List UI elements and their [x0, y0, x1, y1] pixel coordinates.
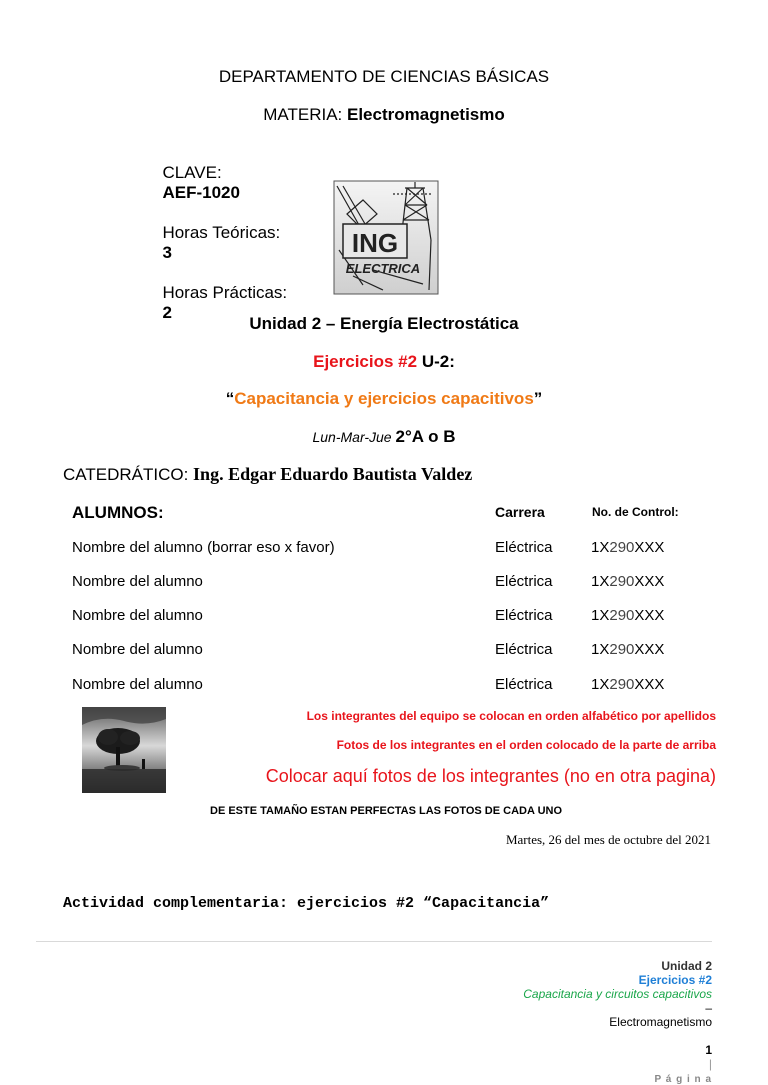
ing-electrica-logo — [333, 180, 439, 295]
student-control: 1X290XXX — [591, 573, 665, 590]
student-row — [72, 641, 712, 663]
materia-value: Electromagnetismo — [347, 105, 505, 124]
student-control: 1X290XXX — [591, 641, 665, 658]
note-alphabetical-order: Los integrantes del equipo se colocan en orden alfabético por apellidos — [306, 709, 716, 723]
materia-label: MATERIA: — [263, 105, 343, 124]
student-carrera: Eléctrica — [495, 641, 553, 658]
exercises-line — [0, 352, 768, 372]
unit-title: Unidad 2 – Energía Electrostática — [249, 314, 519, 333]
horas-practicas-value: 2 — [162, 303, 172, 322]
quote-close: ” — [533, 389, 543, 408]
note-photo-size: DE ESTE TAMAÑO ESTAN PERFECTAS LAS FOTOS DE CADA UNO — [210, 805, 563, 817]
note-photo-order: Fotos de los integrantes en el orden colocado de la parte de arriba — [336, 738, 716, 752]
materia-line — [0, 105, 768, 125]
student-control: 1X290XXX — [591, 607, 665, 624]
footer-topic: Capacitancia y circuitos capacitivos — [523, 987, 712, 1001]
footer-page-number: 1 — [705, 1043, 712, 1057]
student-carrera: Eléctrica — [495, 676, 553, 693]
note-place-photos: Colocar aquí fotos de los integrantes (no en otra pagina) — [265, 766, 716, 786]
student-row — [72, 607, 712, 629]
footer-dash: – — [705, 1001, 712, 1015]
clave-line — [153, 143, 287, 323]
logo-ing-text: ING — [351, 228, 399, 258]
page-footer — [36, 941, 712, 942]
footer-separator: | — [708, 1057, 712, 1071]
exercises-label: Ejercicios #2 — [313, 352, 418, 371]
student-carrera: Eléctrica — [495, 607, 553, 624]
student-row — [72, 676, 712, 698]
catedratico-label: CATEDRÁTICO: — [63, 465, 189, 484]
student-control: 1X290XXX — [591, 539, 665, 556]
catedratico-line — [63, 464, 472, 485]
catedratico-name: Ing. Edgar Eduardo Bautista Valdez — [193, 464, 473, 484]
student-carrera: Eléctrica — [495, 573, 553, 590]
schedule-group: 2°A o B — [395, 427, 456, 446]
alumnos-header: ALUMNOS: — [72, 503, 164, 522]
schedule-line — [0, 427, 768, 447]
carrera-header: Carrera — [495, 504, 545, 520]
document-date: Martes, 26 del mes de octubre del 2021 — [505, 832, 711, 847]
footer-subject: Electromagnetismo — [609, 1015, 712, 1029]
horas-teoricas-label: Horas Teóricas: — [162, 223, 281, 242]
footer-text — [517, 945, 712, 1085]
student-name: Nombre del alumno — [72, 641, 203, 658]
activity-line: Actividad complementaria: ejercicios #2 “Capacitancia” — [63, 895, 550, 912]
topic-line — [0, 389, 768, 409]
schedule-days: Lun-Mar-Jue — [312, 429, 392, 445]
tree-photo — [82, 707, 166, 793]
control-header: No. de Control: — [592, 505, 679, 519]
department-title: DEPARTAMENTO DE CIENCIAS BÁSICAS — [218, 67, 550, 86]
footer-unit: Unidad 2 — [661, 959, 712, 973]
student-control: 1X290XXX — [591, 676, 665, 693]
footer-exercises: Ejercicios #2 — [638, 973, 712, 987]
exercises-unit: U-2: — [421, 352, 455, 371]
logo-electrica-text: ELECTRICA — [345, 261, 421, 276]
student-name: Nombre del alumno — [72, 676, 203, 693]
student-name: Nombre del alumno (borrar eso x favor) — [72, 539, 335, 556]
clave-value: AEF-1020 — [162, 183, 240, 202]
footer-page-word: P á g i n a — [654, 1074, 712, 1085]
clave-label: CLAVE: — [162, 163, 222, 182]
student-name: Nombre del alumno — [72, 573, 203, 590]
horas-practicas-label: Horas Prácticas: — [162, 283, 288, 302]
student-row — [72, 573, 712, 595]
horas-teoricas-value: 3 — [162, 243, 172, 262]
quote-open: “ — [225, 389, 235, 408]
student-carrera: Eléctrica — [495, 539, 553, 556]
topic-title: Capacitancia y ejercicios capacitivos — [234, 389, 534, 408]
student-row — [72, 539, 712, 561]
student-name: Nombre del alumno — [72, 607, 203, 624]
